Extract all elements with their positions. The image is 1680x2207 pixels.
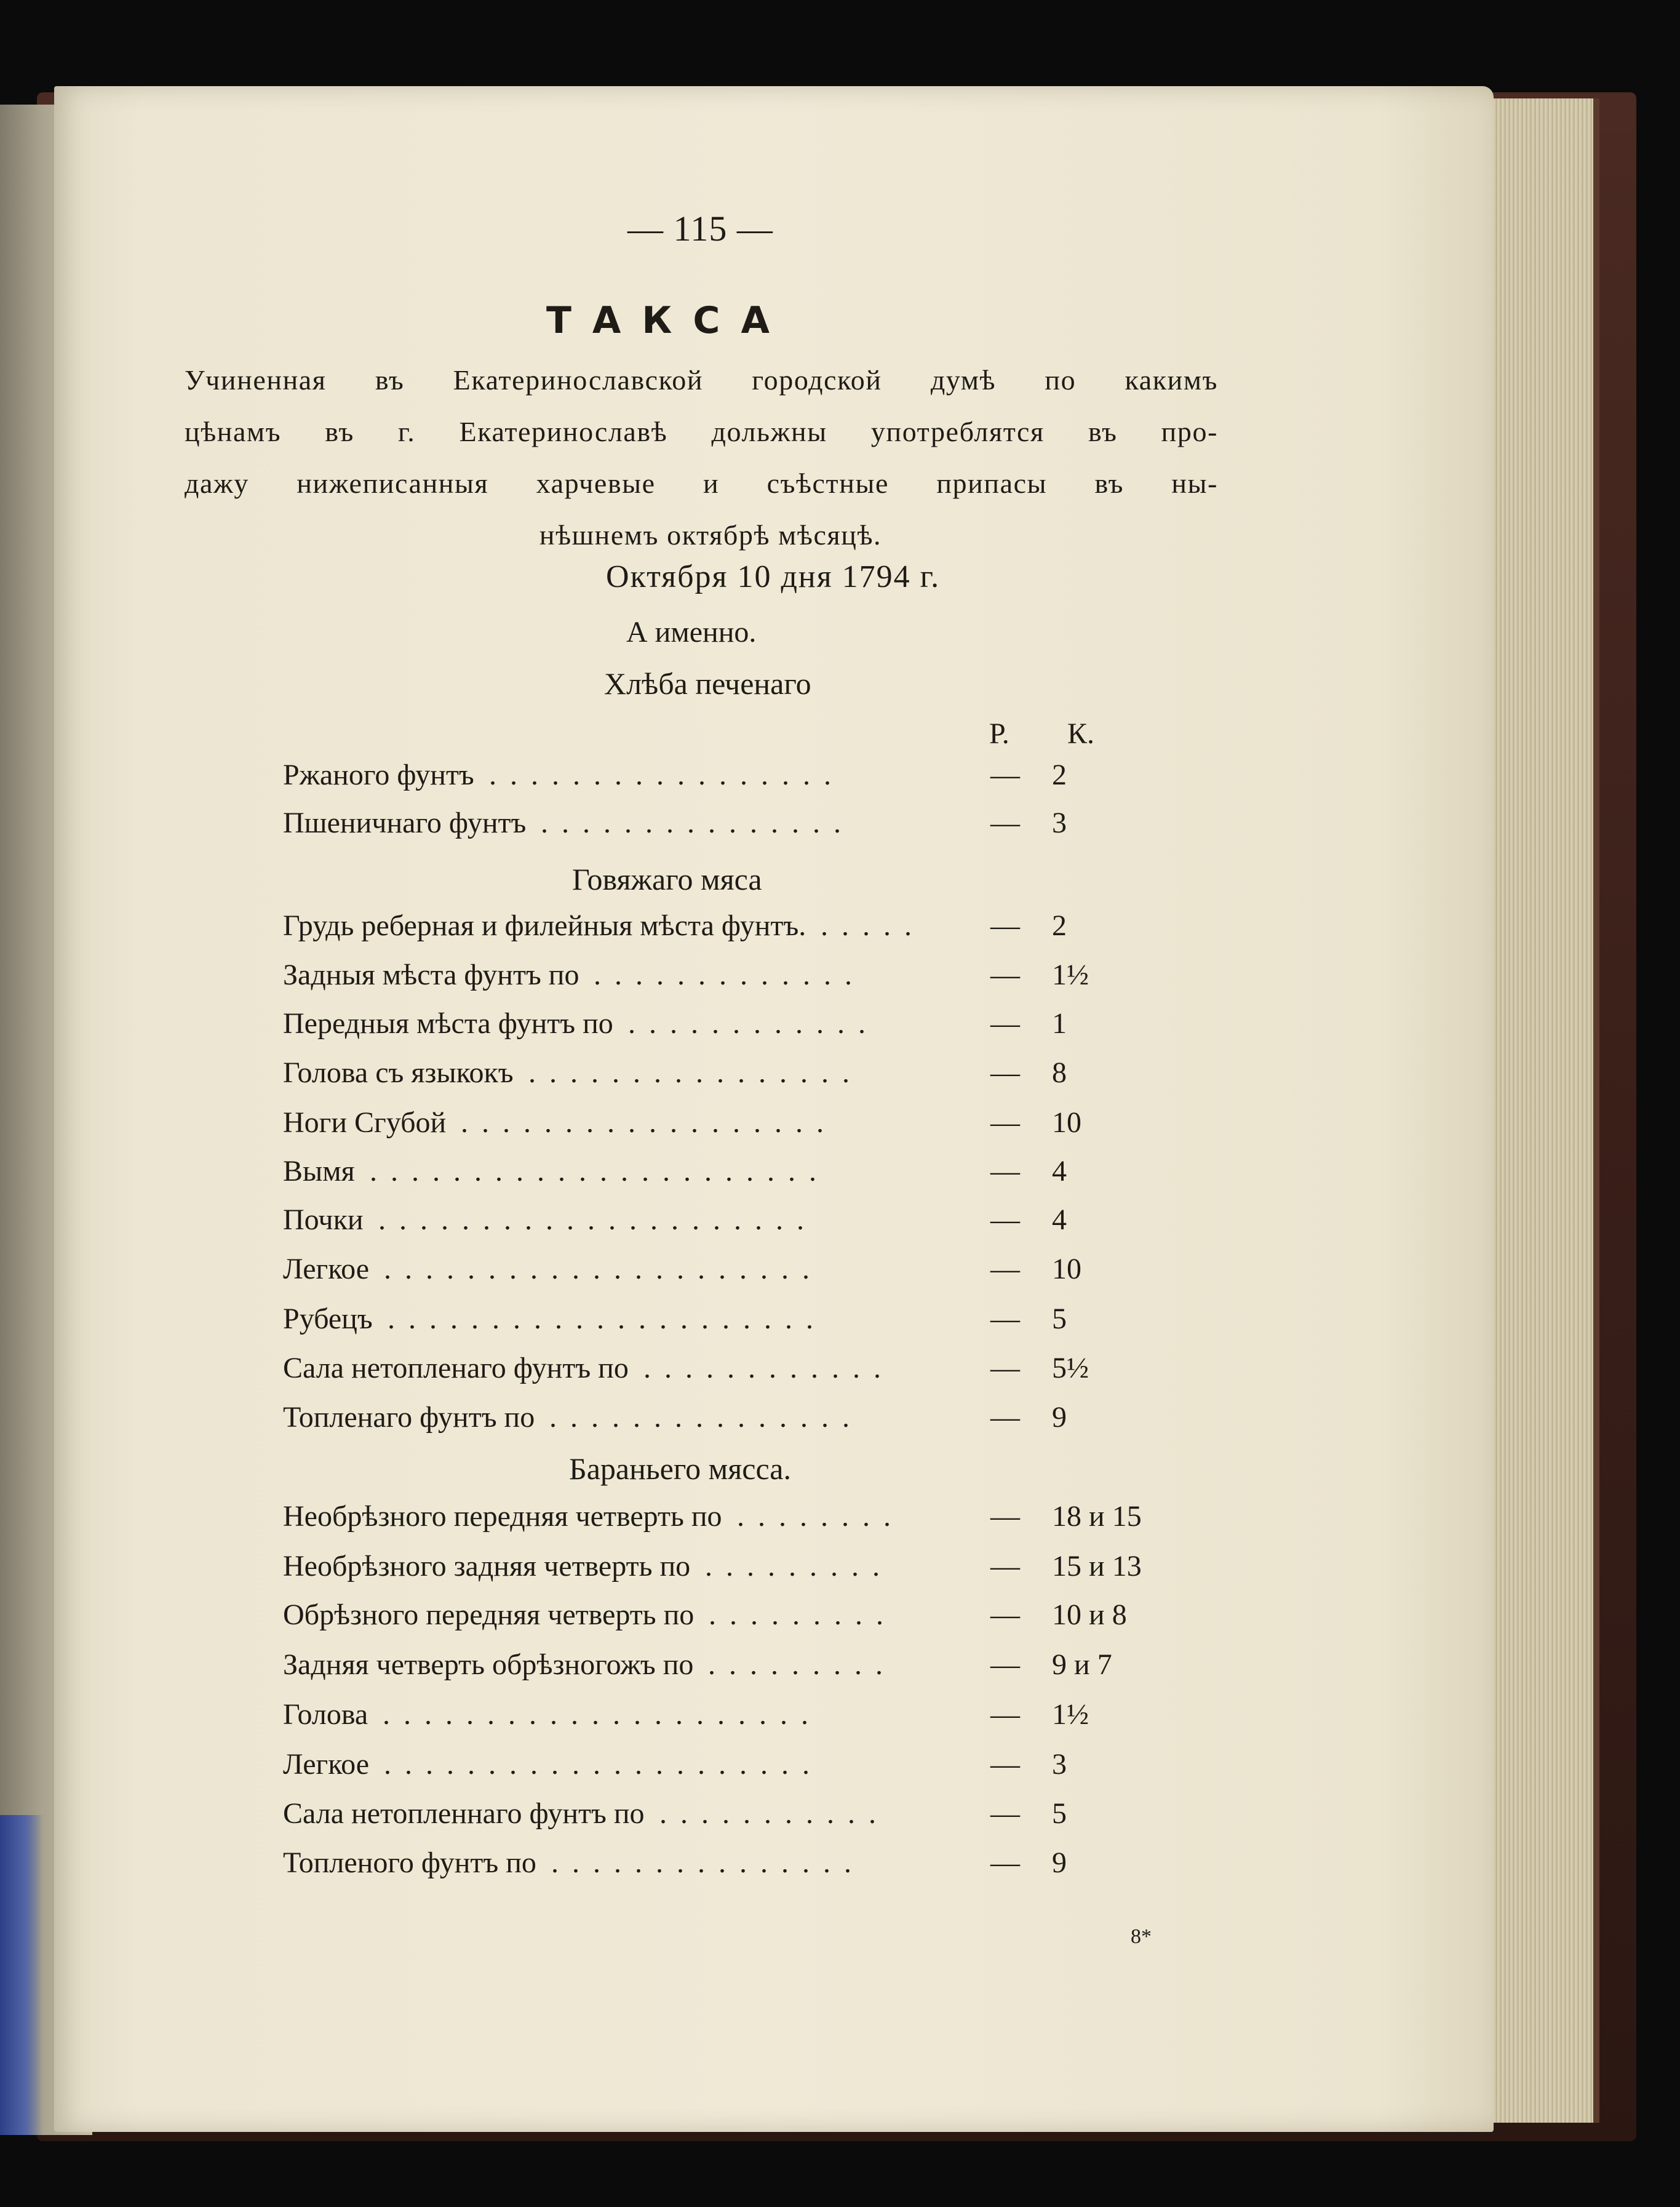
rub-value: — bbox=[990, 1698, 1020, 1731]
rub-value: — bbox=[990, 1106, 1020, 1139]
rub-value: — bbox=[990, 1253, 1020, 1285]
section-title: Хлѣба печенаго bbox=[604, 666, 811, 701]
page-edges bbox=[1476, 98, 1599, 2123]
rub-value: — bbox=[990, 1401, 1020, 1434]
table-row bbox=[283, 758, 1230, 801]
item-name: Вымя bbox=[283, 1155, 355, 1187]
column-header-kop: К. bbox=[1067, 717, 1095, 750]
dot-leader: ...................... bbox=[370, 1155, 830, 1187]
dot-leader: ..................... bbox=[384, 1748, 823, 1781]
kop-value: 3 bbox=[1052, 1748, 1067, 1781]
kop-value: 3 bbox=[1052, 807, 1067, 839]
kop-value: 9 bbox=[1052, 1846, 1067, 1879]
item-name: Сала нетопленнаго фунтъ по bbox=[283, 1797, 645, 1830]
dot-leader: ......... bbox=[708, 1648, 896, 1681]
dot-leader: ............. bbox=[594, 959, 866, 991]
rub-value: — bbox=[990, 959, 1020, 991]
table-row bbox=[283, 1846, 1230, 1889]
signature-mark: 8* bbox=[1131, 1925, 1152, 1948]
table-row bbox=[283, 1598, 1230, 1641]
table-row bbox=[283, 1549, 1230, 1592]
table-row bbox=[283, 1154, 1230, 1197]
table-row bbox=[283, 1499, 1230, 1543]
item-name: Задныя мѣста фунтъ по bbox=[283, 959, 579, 991]
dot-leader: ........ bbox=[737, 1500, 904, 1533]
kop-value: 10 bbox=[1052, 1106, 1081, 1139]
dot-leader: ........... bbox=[659, 1797, 890, 1830]
table-row bbox=[283, 1698, 1230, 1741]
kop-value: 2 bbox=[1052, 909, 1067, 942]
item-name: Легкое bbox=[283, 1748, 369, 1781]
item-name: Топленого фунтъ по bbox=[283, 1846, 536, 1879]
dot-leader: ................. bbox=[489, 759, 845, 791]
intro-paragraph bbox=[185, 354, 1218, 561]
rub-value: — bbox=[990, 759, 1020, 791]
item-name: Грудь реберная и филейныя мѣста фунтъ. bbox=[283, 909, 806, 942]
table-row bbox=[283, 909, 1230, 952]
rub-value: — bbox=[990, 1303, 1020, 1335]
rub-value: — bbox=[990, 1056, 1020, 1089]
dot-leader: ..... bbox=[821, 909, 925, 942]
intro-line: нѣшнемъ октябрѣ мѣсяцѣ. bbox=[539, 519, 882, 551]
date-line: Октября 10 дня 1794 г. bbox=[606, 559, 941, 594]
kop-value: 9 и 7 bbox=[1052, 1648, 1112, 1681]
dot-leader: ............ bbox=[628, 1007, 879, 1040]
rub-value: — bbox=[990, 1550, 1020, 1582]
dot-leader: ..................... bbox=[378, 1203, 818, 1236]
kop-value: 4 bbox=[1052, 1155, 1067, 1187]
page-title: ТАКСА bbox=[546, 299, 790, 342]
rub-value: — bbox=[990, 1352, 1020, 1384]
kop-value: 1½ bbox=[1052, 959, 1089, 991]
dot-leader: ......... bbox=[709, 1598, 897, 1631]
item-name: Необрѣзного передняя четверть по bbox=[283, 1500, 722, 1533]
kop-value: 10 bbox=[1052, 1253, 1081, 1285]
table-row bbox=[283, 1351, 1230, 1394]
item-name: Задняя четверть обрѣзногожъ по bbox=[283, 1648, 694, 1681]
namely-line: А именно. bbox=[626, 616, 757, 649]
table-row bbox=[283, 1648, 1230, 1691]
table-row bbox=[283, 1400, 1230, 1443]
item-name: Рубецъ bbox=[283, 1303, 373, 1335]
kop-value: 5 bbox=[1052, 1797, 1067, 1830]
item-name: Легкое bbox=[283, 1253, 369, 1285]
item-name: Обрѣзного передняя четверть по bbox=[283, 1598, 695, 1631]
dot-leader: ..................... bbox=[383, 1698, 822, 1731]
rub-value: — bbox=[990, 1203, 1020, 1236]
item-name: Голова bbox=[283, 1698, 368, 1731]
table-row bbox=[283, 1302, 1230, 1345]
section-title: Бараньего мясса. bbox=[569, 1451, 791, 1486]
table-row bbox=[283, 1007, 1230, 1050]
dot-leader: ............ bbox=[643, 1352, 894, 1384]
blue-edge-stain bbox=[0, 1815, 43, 2135]
intro-line: цѣнамъ въ г. Екатеринославѣ дольжны употреблятся въ про- bbox=[185, 416, 1218, 447]
rub-value: — bbox=[990, 1648, 1020, 1681]
item-name: Ноги Сгубой bbox=[283, 1106, 447, 1139]
rub-value: — bbox=[990, 1155, 1020, 1187]
dot-leader: ............... bbox=[549, 1401, 863, 1434]
rub-value: — bbox=[990, 1846, 1020, 1879]
kop-value: 8 bbox=[1052, 1056, 1067, 1089]
dot-leader: ............... bbox=[551, 1846, 865, 1879]
kop-value: 5½ bbox=[1052, 1352, 1089, 1384]
kop-value: 18 и 15 bbox=[1052, 1500, 1142, 1533]
item-name: Почки bbox=[283, 1203, 364, 1236]
item-name: Сала нетопленаго фунтъ по bbox=[283, 1352, 629, 1384]
kop-value: 4 bbox=[1052, 1203, 1067, 1236]
table-row bbox=[283, 806, 1230, 849]
kop-value: 1½ bbox=[1052, 1698, 1089, 1731]
dot-leader: ......... bbox=[705, 1550, 893, 1582]
rub-value: — bbox=[990, 1797, 1020, 1830]
table-row bbox=[283, 1797, 1230, 1840]
rub-value: — bbox=[990, 1598, 1020, 1631]
intro-line: Учиненная въ Екатеринославской городской думѣ по какимъ bbox=[185, 364, 1218, 396]
intro-line: дажу нижеписанныя харчевые и съѣстные припасы въ ны- bbox=[185, 468, 1218, 499]
section-title: Говяжаго мяса bbox=[572, 862, 762, 896]
table-row bbox=[283, 1747, 1230, 1790]
rub-value: — bbox=[990, 807, 1020, 839]
dot-leader: ............... bbox=[541, 807, 854, 839]
kop-value: 15 и 13 bbox=[1052, 1550, 1142, 1582]
table-row bbox=[283, 1056, 1230, 1099]
table-row bbox=[283, 1106, 1230, 1149]
table-row bbox=[283, 958, 1230, 1001]
item-name: Ржаного фунтъ bbox=[283, 759, 474, 791]
column-header-rub: Р. bbox=[989, 717, 1009, 750]
item-name: Топленаго фунтъ по bbox=[283, 1401, 535, 1434]
kop-value: 2 bbox=[1052, 759, 1067, 791]
dot-leader: ..................... bbox=[388, 1303, 827, 1335]
rub-value: — bbox=[990, 1500, 1020, 1533]
kop-value: 1 bbox=[1052, 1007, 1067, 1040]
dot-leader: ................ bbox=[528, 1056, 863, 1089]
kop-value: 5 bbox=[1052, 1303, 1067, 1335]
item-name: Передныя мѣста фунтъ по bbox=[283, 1007, 613, 1040]
table-row bbox=[283, 1252, 1230, 1295]
kop-value: 10 и 8 bbox=[1052, 1598, 1127, 1631]
table-row bbox=[283, 1203, 1230, 1246]
dot-leader: ..................... bbox=[384, 1253, 823, 1285]
item-name: Необрѣзного задняя четверть по bbox=[283, 1550, 691, 1582]
kop-value: 9 bbox=[1052, 1401, 1067, 1434]
page-number: — 115 — bbox=[627, 209, 773, 249]
item-name: Голова съ языкокъ bbox=[283, 1056, 514, 1089]
item-name: Пшеничнаго фунтъ bbox=[283, 807, 527, 839]
rub-value: — bbox=[990, 909, 1020, 942]
rub-value: — bbox=[990, 1007, 1020, 1040]
dot-leader: .................. bbox=[461, 1106, 837, 1139]
rub-value: — bbox=[990, 1748, 1020, 1781]
